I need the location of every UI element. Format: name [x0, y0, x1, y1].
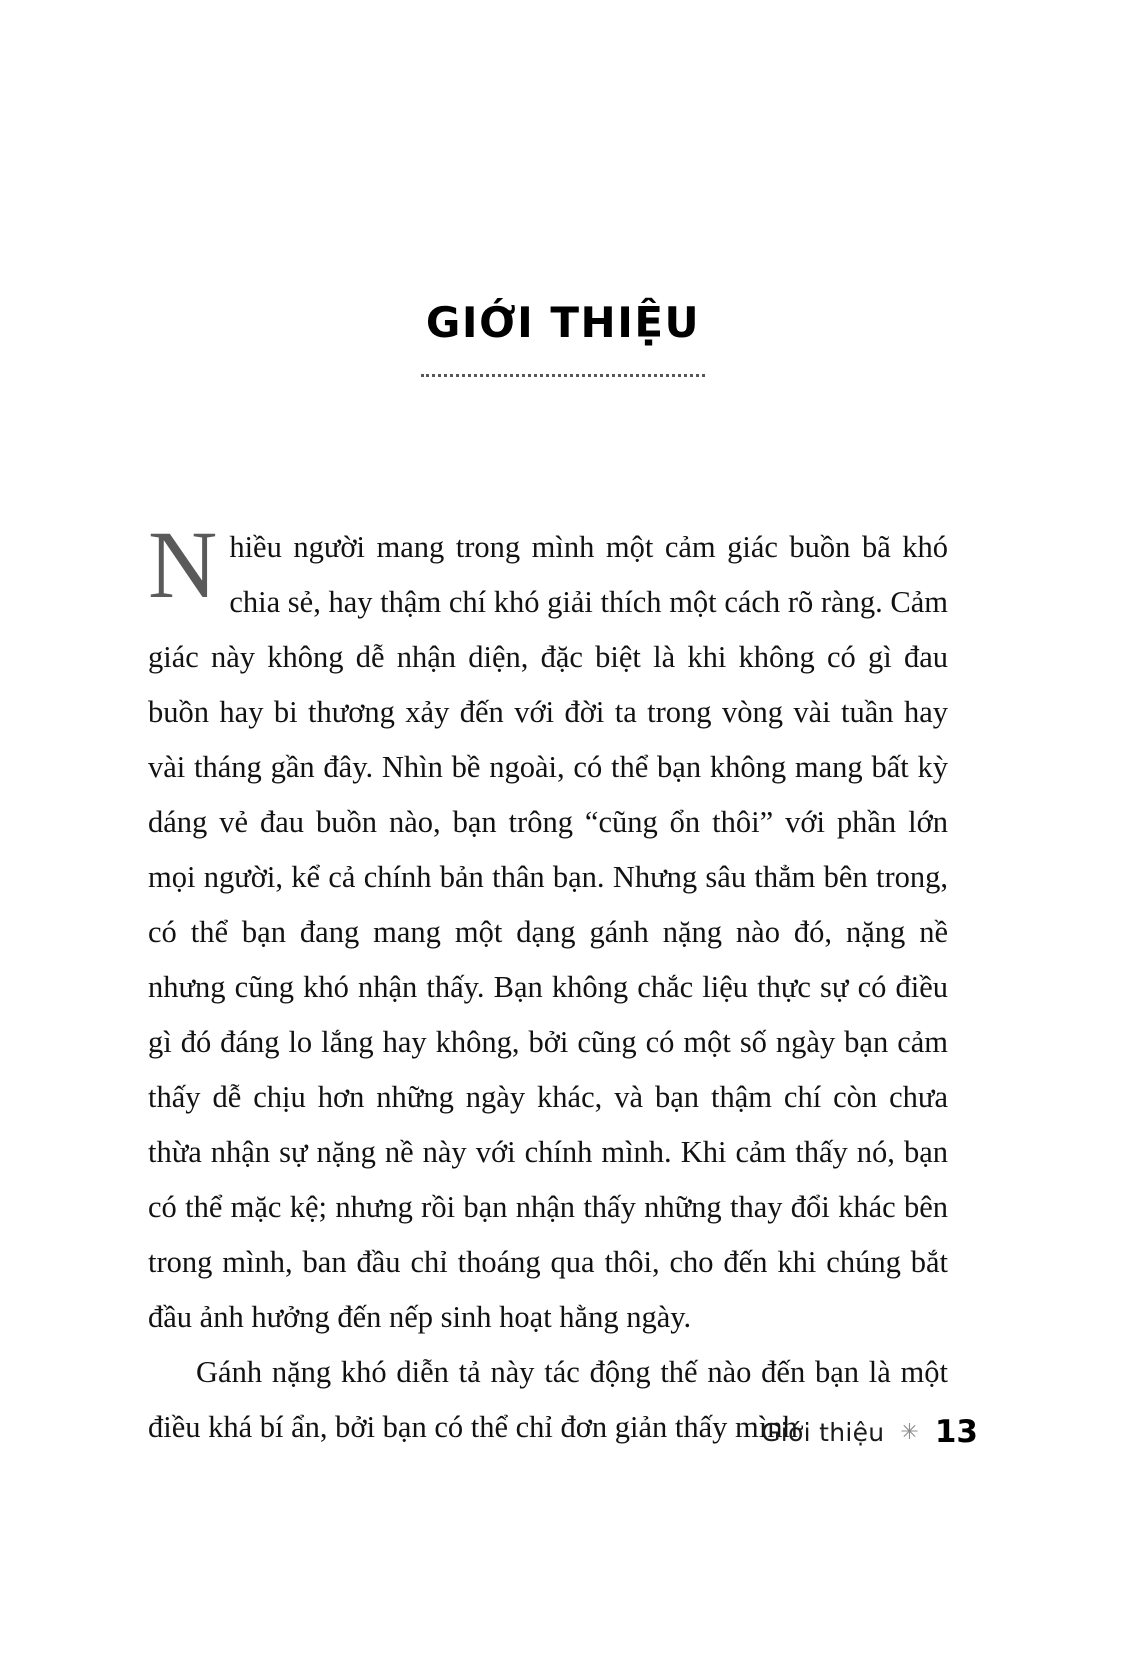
asterisk-icon: ✳ — [900, 1420, 919, 1445]
page-footer — [761, 1414, 978, 1450]
drop-cap: N — [148, 511, 218, 618]
page-title: GIỚI THIỆU — [425, 298, 701, 347]
title-divider — [421, 368, 705, 377]
paragraph-text: hiều người mang trong mình một cảm giác buồn bã khó chia sẻ, hay thậm chí khó giải thích một cách rõ ràng. Cảm giác này không dễ nhận diện, đặc biệt là khi không có gì đau buồn hay bi thương xảy đến với đời ta trong vòng vài tuần hay vài tháng gần đây. Nhìn bề ngoài, có thể bạn không mang bất kỳ dáng vẻ đau buồn nào, bạn trông “cũng ổn thôi” với phần lớn mọi người, kể cả chính bản thân bạn. Nhưng sâu thẳm bên trong, có thể bạn đang mang một dạng gánh nặng nào đó, nặng nề nhưng cũng khó nhận thấy. Bạn không chắc liệu thực sự có điều gì đó đáng lo lắng hay không, bởi cũng có một số ngày bạn cảm thấy dễ chịu hơn những ngày khác, và bạn thậm chí còn chưa thừa nhận sự nặng nề này với chính mình. Khi cảm thấy nó, bạn có thể mặc kệ; nhưng rồi bạn nhận thấy những thay đổi khác bên trong mình, ban đầu chỉ thoáng qua thôi, cho đến khi chúng bắt đầu ảnh hưởng đến nếp sinh hoạt hằng ngày. — [148, 530, 948, 1334]
footer-chapter-label: Giới thiệu — [761, 1417, 885, 1447]
page-number: 13 — [934, 1414, 978, 1450]
paragraph-second: Gánh nặng khó diễn tả này tác động thế nào đến bạn là một điều khá bí ẩn, bởi bạn có thể chỉ đơn giản thấy mình — [148, 1355, 948, 1444]
paragraph-first — [148, 511, 948, 1345]
body-content — [148, 511, 948, 1455]
